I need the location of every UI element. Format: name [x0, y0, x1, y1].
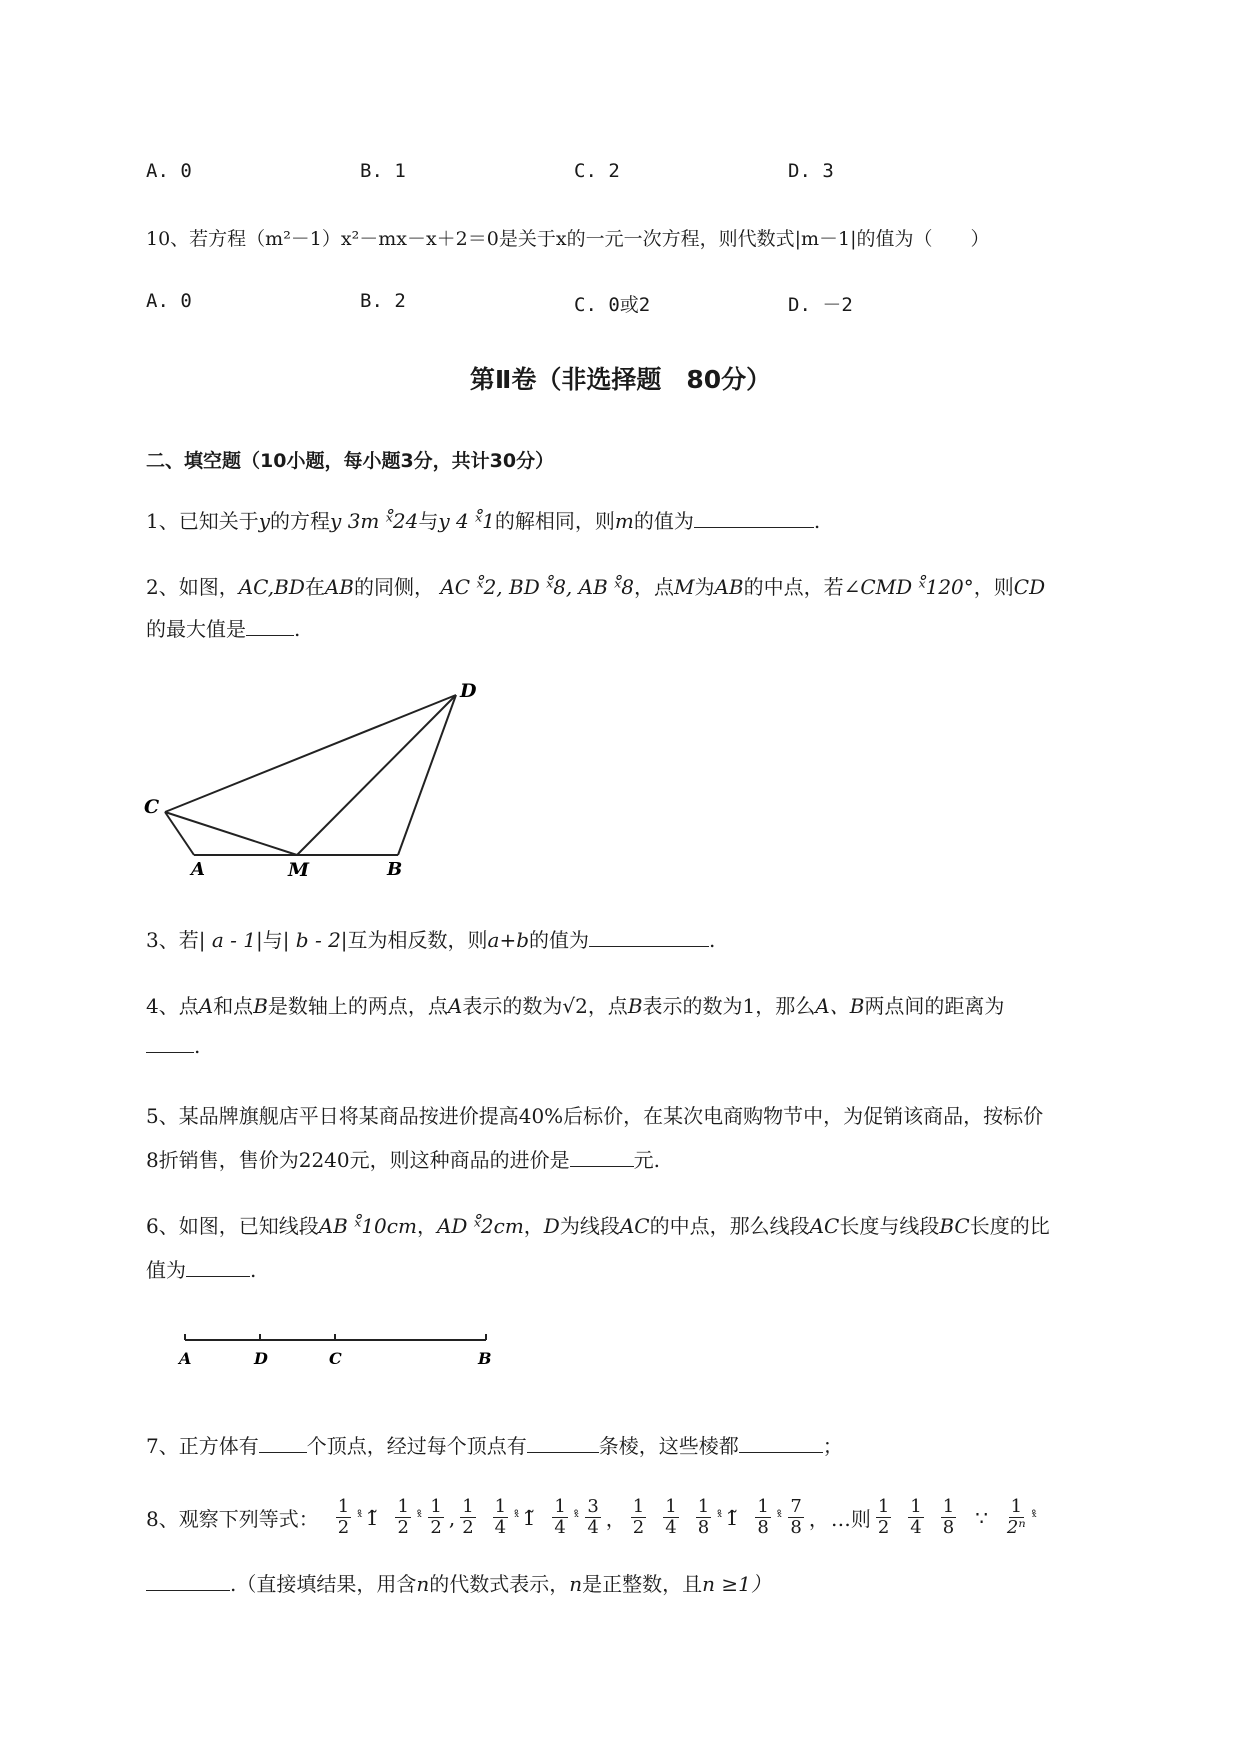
q3-line: [146, 924, 715, 953]
q4-text: 和点: [213, 994, 254, 1018]
q8-comma: ，: [605, 1507, 626, 1531]
eq-mark: ˣ̊: [514, 1510, 520, 1525]
q7-text: 条棱，这些棱都: [598, 1434, 739, 1458]
section-subtitle: 二、填空题（10小题，每小题3分，共计30分）: [146, 450, 555, 472]
q7-blank-edges[interactable]: [527, 1434, 599, 1453]
q1-answer-blank[interactable]: [694, 509, 814, 528]
q10-text: 10、若方程（m²－1）x²－mx－x＋2＝0是关于x的一元一次方程，则代数式|m－1|的值为（ ）: [146, 228, 990, 250]
q4-text: 表示的数为1，那么: [642, 994, 816, 1018]
q1-text: 的方程: [270, 509, 331, 533]
q7-blank-vertices[interactable]: [259, 1434, 307, 1453]
fraction: $\frac{1}{4}$: [910, 1496, 922, 1538]
q8-dots-symbol: ∵: [975, 1505, 988, 1530]
q4-point-b: B: [627, 994, 643, 1018]
section-title: 第Ⅱ卷（非选择题 80分）: [469, 365, 772, 394]
label-d: D: [254, 1349, 268, 1368]
q10-option-b: B. 2: [360, 290, 406, 312]
q1-text: 与: [418, 509, 439, 533]
fraction: $\frac{1}{4}$: [494, 1496, 507, 1538]
q9-option-c: C. 2: [574, 160, 620, 182]
q2-text: 的最大值是: [146, 617, 246, 641]
q8-one: 1̃: [365, 1505, 379, 1530]
q1-text: 1、已知关于: [146, 509, 259, 533]
q2-text: 的中点，若: [743, 575, 844, 599]
fraction: $\frac{1}{\text{2ⁿ}}$: [1006, 1496, 1026, 1538]
q10-option-c: C. 0或2: [574, 294, 651, 316]
q8-one: 1̃: [522, 1505, 536, 1530]
fraction: $\frac{1}{8}$: [942, 1496, 955, 1538]
q4-text: 表示的数为: [462, 994, 563, 1018]
q1-line: [146, 505, 820, 534]
q6-line-1: [146, 1210, 1050, 1239]
q2-answer-blank[interactable]: [246, 617, 294, 636]
q2-triangle-figure: [140, 675, 500, 885]
q7-end: ；: [822, 1434, 843, 1458]
q3-text: 互为相反数，则: [347, 928, 488, 952]
q4-point-b: B: [253, 994, 268, 1018]
q2-text: ，则: [973, 575, 1014, 599]
q5-line-1: 5、某品牌旗舰店平日将某商品按进价提高40%后标价，在某次电商购物节中，为促销该商品，按标价: [146, 1104, 1044, 1128]
fraction: $\frac{1}{4}$: [665, 1496, 677, 1538]
q6-seg-ac: AC: [809, 1214, 840, 1238]
q10-option-a: A. 0: [146, 290, 192, 312]
q5-text: 元.: [633, 1148, 660, 1172]
q2-text: 在: [304, 575, 325, 599]
segment-ca: [165, 812, 194, 855]
q6-text: 值为: [146, 1258, 186, 1282]
q2-text: 2、如图，: [146, 575, 239, 599]
fraction: $\frac{1}{2}$: [430, 1496, 442, 1538]
q4-line-1: [146, 990, 1004, 1019]
q4-end: .: [194, 1034, 201, 1058]
fraction: $\frac{1}{2}$: [632, 1496, 645, 1538]
q3-abs-b: | b - 2|: [282, 928, 348, 952]
q8-var-n: n: [569, 1572, 583, 1596]
fraction: $\frac{1}{2}$: [337, 1496, 350, 1538]
q9-option-a: A. 0: [146, 160, 192, 182]
q8-answer-blank[interactable]: [146, 1572, 230, 1591]
q4-point-a: A: [447, 994, 463, 1018]
q8-one: 1̃: [725, 1505, 739, 1530]
q4-text: 是数轴上的两点，点: [267, 994, 448, 1018]
q2-point-m: M: [673, 575, 695, 599]
q6-answer-blank[interactable]: [186, 1258, 250, 1277]
fraction: $\frac{1}{2}$: [397, 1496, 409, 1538]
q2-seg-ab: AB: [324, 575, 354, 599]
q7-text: 个顶点，经过每个顶点有: [306, 1434, 527, 1458]
q4-answer-blank[interactable]: [146, 1034, 194, 1053]
q3-text: 的值为: [529, 928, 590, 952]
q1-equation-2: y 4 ˣ̊1: [438, 509, 495, 533]
q2-seg-ab: AB: [714, 575, 744, 599]
q2-seg-cd: CD: [1013, 575, 1046, 599]
q2-text: 为: [694, 575, 715, 599]
q8-text: .（直接填结果，用含: [230, 1572, 417, 1596]
q6-text: ，: [416, 1214, 437, 1238]
q8-line-1: [146, 1497, 1038, 1538]
fraction: $\frac{1}{8}$: [757, 1496, 769, 1538]
q2-text: ，点: [633, 575, 674, 599]
eq-mark: ˣ̊: [717, 1510, 723, 1525]
q1-text: 的解相同，则: [494, 509, 615, 533]
q6-text: 长度与线段: [839, 1214, 940, 1238]
q6-end: .: [250, 1258, 257, 1282]
q8-line-2: [146, 1568, 771, 1597]
q3-text: 与: [262, 928, 283, 952]
eq-mark: ˣ̊: [776, 1510, 783, 1525]
q2-line-2: [146, 613, 300, 642]
segment-md: [297, 695, 456, 855]
q1-var-y: y: [258, 509, 271, 533]
q2-text: 的同侧，: [354, 575, 434, 599]
fraction: $\frac{7}{8}$: [790, 1496, 802, 1538]
q8-then: …则: [830, 1507, 871, 1531]
q6-seg-bc: BC: [939, 1214, 970, 1238]
q6-text: 为线段: [559, 1214, 620, 1238]
eq-mark: ˣ̊: [416, 1510, 423, 1525]
q6-text: 长度的比: [969, 1214, 1050, 1238]
q6-text: 6、如图，已知线段: [146, 1214, 319, 1238]
q8-text: 是正整数，且: [582, 1572, 703, 1596]
q2-end: .: [294, 617, 301, 641]
q4-points: A、B: [815, 994, 865, 1018]
label-b: B: [478, 1349, 492, 1368]
label-c: C: [144, 796, 160, 818]
fraction: $\frac{1}{8}$: [697, 1496, 710, 1538]
eq-mark: ˣ̊: [357, 1510, 363, 1525]
q6-text: 的中点，那么线段: [649, 1214, 810, 1238]
fraction: $\frac{1}{2}$: [877, 1496, 890, 1538]
q4-text: 两点间的距离为: [864, 994, 1005, 1018]
q3-text: 3、若: [146, 928, 199, 952]
q1-end: .: [813, 509, 821, 533]
q6-point-d: D: [543, 1214, 560, 1238]
segment-cm: [165, 812, 297, 855]
q9-option-b: B. 1: [360, 160, 406, 182]
eq-mark: ˣ̊: [1031, 1510, 1038, 1525]
q8-comma: ，: [808, 1507, 829, 1531]
q3-end: .: [709, 928, 716, 952]
fraction: $\frac{1}{2}$: [462, 1496, 474, 1538]
q8-comma: ,: [448, 1505, 456, 1530]
label-a: A: [179, 1349, 192, 1368]
q6-given-ad: AD ˣ̊2cm: [436, 1214, 524, 1238]
q7-blank-property[interactable]: [739, 1434, 823, 1453]
q4-text: 4、点: [146, 994, 199, 1018]
label-a: A: [191, 859, 205, 880]
eq-mark: ˣ̊: [573, 1510, 580, 1525]
q8-text: 的代数式表示，: [429, 1572, 570, 1596]
q5-answer-blank[interactable]: [570, 1148, 634, 1167]
q6-seg-ac: AC: [619, 1214, 650, 1238]
q1-var-m: m: [614, 509, 634, 533]
q6-segment-figure: [176, 1326, 506, 1376]
q1-equation-1: y 3m ˣ̊24: [330, 509, 419, 533]
fraction: $\frac{1}{4}$: [554, 1496, 566, 1538]
q3-answer-blank[interactable]: [589, 928, 709, 947]
q6-line-2: [146, 1254, 256, 1283]
q4-point-a: A: [198, 994, 214, 1018]
q4-sqrt: √2: [562, 994, 588, 1018]
q4-text: ，点: [587, 994, 628, 1018]
q2-given: AC ˣ̊2, BD ˣ̊8, AB ˣ̊8: [440, 575, 634, 599]
q3-abs-a: | a - 1|: [198, 928, 263, 952]
label-m: M: [288, 859, 310, 881]
q2-angle: ∠CMD ˣ̊120°: [843, 575, 974, 599]
segment-db: [398, 695, 456, 855]
q8-var-n: n: [416, 1572, 430, 1596]
q10-option-d: D. －2: [788, 294, 853, 316]
label-d: D: [460, 680, 477, 702]
q1-text: 的值为: [633, 509, 694, 533]
q2-segments: AC,BD: [238, 575, 305, 599]
q7-line: [146, 1430, 843, 1459]
label-c: C: [329, 1349, 342, 1368]
segment-cd: [165, 695, 456, 812]
q8-text: 8、观察下列等式：: [146, 1507, 319, 1531]
q7-text: 7、正方体有: [146, 1434, 259, 1458]
q5-text: 8折销售，售价为2240元，则这种商品的进价是: [146, 1148, 570, 1172]
q9-option-d: D. 3: [788, 160, 834, 182]
q8-condition: n ≥1）: [702, 1572, 771, 1596]
q6-text: ，: [523, 1214, 544, 1238]
q3-sum: a+b: [487, 928, 530, 952]
fraction: $\frac{3}{4}$: [587, 1496, 599, 1538]
label-b: B: [387, 859, 403, 880]
q5-line-2: [146, 1144, 660, 1173]
q4-line-2: [146, 1034, 200, 1058]
q6-given-ab: AB ˣ̊10cm: [318, 1214, 417, 1238]
q2-line-1: [146, 571, 1045, 600]
